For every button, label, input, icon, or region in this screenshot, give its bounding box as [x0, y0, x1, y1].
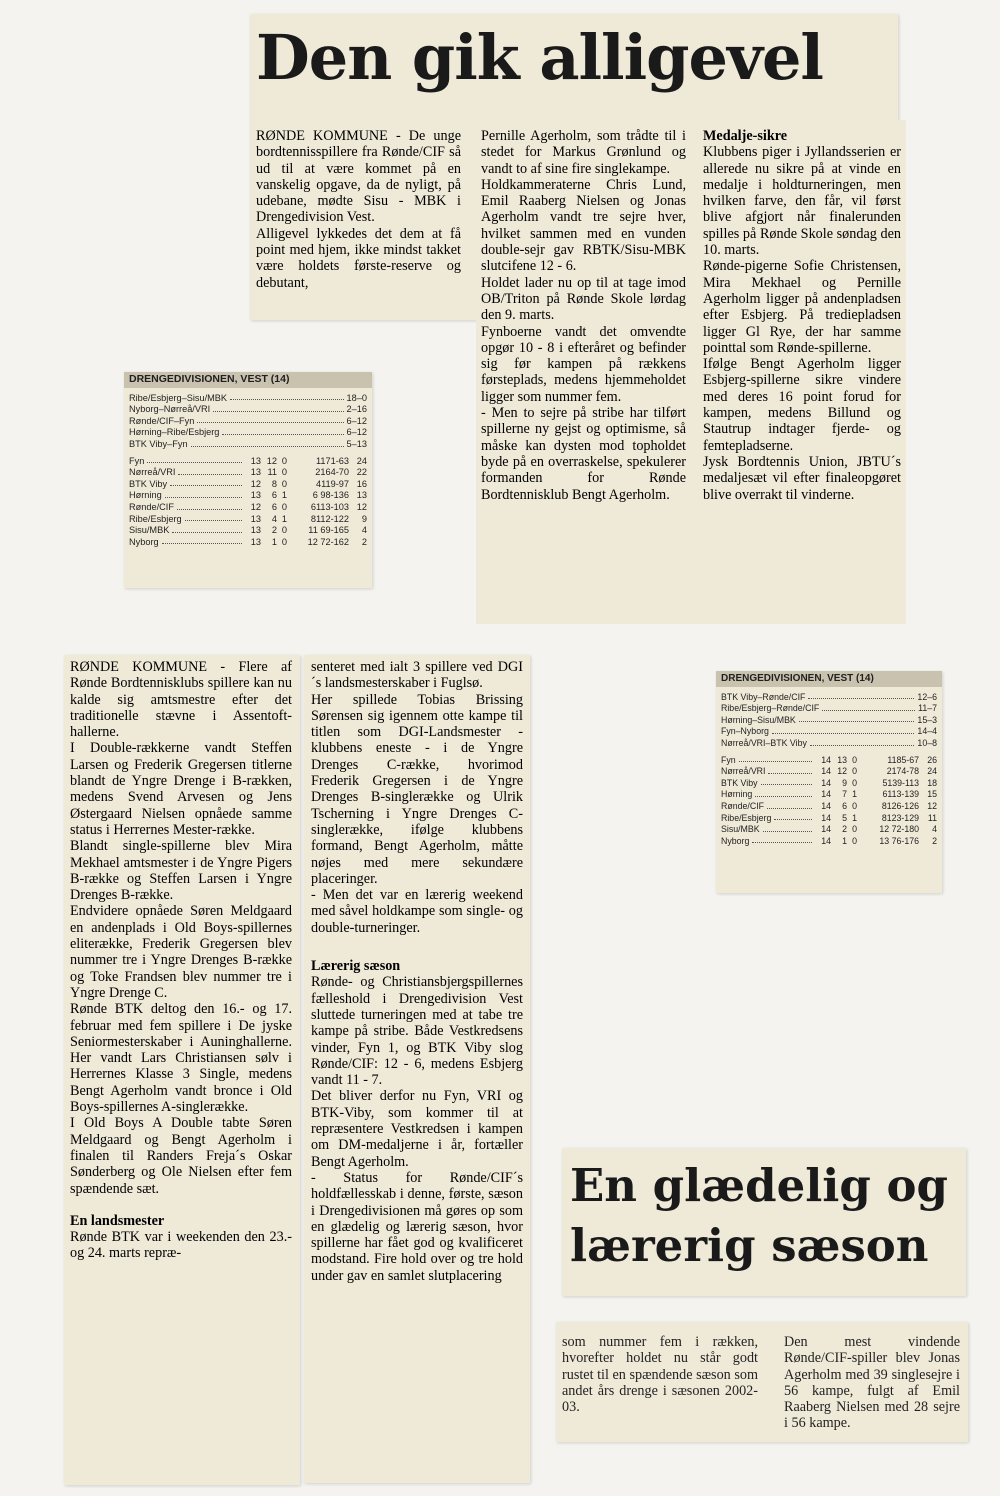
team-name: Hørning — [721, 789, 753, 800]
drawn: 0 — [281, 455, 287, 466]
leader-dots — [763, 824, 812, 832]
match-label: Ribe/Esbjerg–Sisu/MBK — [129, 392, 228, 403]
won: 6 — [271, 490, 277, 501]
subheading: Medalje-sikre — [703, 128, 788, 144]
match-score: 10–8 — [917, 737, 937, 748]
points: 13 — [356, 490, 367, 501]
standing-row — [716, 813, 942, 825]
drawn: 1 — [852, 789, 857, 800]
points: 2 — [361, 536, 367, 547]
played: 13 — [250, 513, 261, 524]
won: 13 — [837, 754, 847, 765]
drawn: 0 — [281, 536, 287, 547]
drawn: 0 — [281, 467, 287, 478]
paragraph: - Status for Rønde/CIF´s holdfællesskab i denne, første, sæson i Drengedivisionen må gøres op som en glædelig og lærerig sæson, hvor spillerne har fået god og kvalificeret modstand. Fire hold over og tre hold under gav en samlet slutplacering — [311, 1169, 523, 1284]
paragraph: Alligevel lykkedes det dem at få point med hjem, ikke mindst takket være holdets første-reserve og debutant, — [256, 225, 461, 291]
article-1-col3 — [703, 128, 901, 503]
points: 2 — [932, 835, 937, 846]
article-2-headline-clipping — [562, 1148, 966, 1296]
table-title: DRENGEDIVISIONEN, VEST (14) — [124, 372, 372, 388]
team-name: Ribe/Esbjerg — [721, 812, 772, 823]
match-label: Rønde/CIF–Fyn — [129, 415, 195, 426]
paragraph: Rønde- og Christiansbjergspillernes fælleshold i Drengedivision Vest sluttede turneringen med at tabe tre kampe på stribe. Både Vestkredsens vinder, Fyn 1, og BTK Viby slog Rønde/CIF: 12 - 6, medens Esbjerg vandt 11 - 7. — [311, 974, 523, 1089]
leader-dots — [768, 766, 812, 774]
leader-dots — [230, 393, 344, 401]
standings-table-2 — [716, 671, 942, 893]
played: 14 — [821, 754, 831, 765]
standing-row — [124, 525, 372, 537]
points: 22 — [356, 467, 367, 478]
match-score: 5–13 — [346, 438, 367, 449]
article-1-headline: Den gik alligevel — [256, 21, 823, 94]
played: 14 — [821, 789, 831, 800]
match-label: BTK Viby–Fyn — [129, 438, 188, 449]
article-1-col1 — [256, 128, 461, 291]
paragraph: Blandt single-spillerne blev Mira Mekhael amtsmester i de Yngre Pigers B-række og Steffen Larsen i Yngre Drenges B-række. — [70, 838, 292, 904]
article-2-col3 — [562, 1334, 758, 1415]
standing-row — [716, 766, 942, 778]
result-row — [124, 404, 372, 416]
won: 12 — [266, 455, 277, 466]
played: 12 — [250, 501, 261, 512]
team-name: Sisu/MBK — [721, 824, 760, 835]
paragraph: Rønde BTK var i weekenden den 23.- og 24. marts repræ- — [70, 1229, 292, 1262]
sets: 2174-78 — [886, 766, 919, 777]
sets: 11 69-165 — [308, 525, 349, 536]
match-label: Hørning–Sisu/MBK — [721, 714, 796, 725]
leader-dots — [213, 404, 343, 412]
leader-dots — [162, 537, 242, 545]
leader-dots — [774, 813, 812, 821]
played: 14 — [821, 812, 831, 823]
standing-row — [716, 778, 942, 790]
standing-row — [716, 789, 942, 801]
drawn: 0 — [852, 766, 857, 777]
result-row — [716, 726, 942, 738]
leader-dots — [222, 427, 343, 435]
won: 5 — [842, 812, 847, 823]
leader-dots — [808, 692, 914, 700]
standing-row — [124, 479, 372, 491]
match-score: 11–7 — [918, 703, 937, 714]
standing-row — [716, 801, 942, 813]
played: 13 — [250, 467, 261, 478]
standings-list — [716, 755, 942, 848]
sets: 2164-70 — [315, 467, 349, 478]
match-score: 18–0 — [346, 392, 367, 403]
results-list — [124, 393, 372, 451]
article-2-col1 — [70, 659, 292, 1262]
points: 26 — [927, 754, 937, 765]
played: 12 — [250, 478, 261, 489]
article-1-col2 — [481, 128, 686, 503]
match-label: Fyn–Nyborg — [721, 726, 769, 737]
drawn: 0 — [852, 800, 857, 811]
team-name: BTK Viby — [129, 478, 168, 489]
drawn: 0 — [281, 525, 287, 536]
drawn: 1 — [852, 812, 857, 823]
drawn: 0 — [852, 777, 857, 788]
won: 1 — [842, 835, 847, 846]
leader-dots — [767, 801, 812, 809]
points: 9 — [361, 513, 367, 524]
paragraph: RØNDE KOMMUNE - De unge bordtennisspillere fra Rønde/CIF så ud til at være kommet på en vanskelig opgave, da de nyligt, på udebane, mødte Sisu - MBK i Drengedivision Vest. — [256, 128, 461, 226]
paragraph: RØNDE KOMMUNE - Flere af Rønde Bordtennisklubs spillere kan nu kalde sig amtsmestre efter det traditionelle stævne i Assentoft-hallerne. — [70, 659, 292, 741]
match-score: 12–6 — [917, 691, 937, 702]
paragraph: Klubbens piger i Jyllandsserien er allerede nu sikre på at vinde en medalje i holdturneringen, men hvilken farve, den får, vil først blive afgjort når finalerunden spilles på Rønde Skole søndag den 10. marts. — [703, 144, 901, 259]
sets: 13 76-176 — [879, 835, 919, 846]
points: 24 — [927, 766, 937, 777]
result-row — [716, 692, 942, 704]
drawn: 0 — [281, 478, 287, 489]
played: 13 — [250, 525, 261, 536]
paragraph: Ifølge Bengt Agerholm ligger Esbjerg-spillerne sikre vindere med deres 16 point forud for kampen, medens Billund og Stautrup indtager fjerde- og femtepladserne. — [703, 356, 901, 454]
won: 6 — [842, 800, 847, 811]
played: 13 — [250, 455, 261, 466]
played: 13 — [250, 536, 261, 547]
sets: 6113-139 — [882, 789, 919, 800]
points: 4 — [361, 525, 367, 536]
won: 4 — [271, 513, 277, 524]
team-name: Rønde/CIF — [129, 501, 174, 512]
sets: 1185-67 — [887, 754, 919, 765]
leader-dots — [799, 715, 915, 723]
drawn: 1 — [281, 513, 287, 524]
played: 14 — [821, 835, 831, 846]
article-2-col2 — [311, 659, 523, 1284]
leader-dots — [810, 738, 915, 746]
points: 12 — [927, 800, 937, 811]
team-name: Sisu/MBK — [129, 525, 170, 536]
paragraph: Rønde-pigerne Sofie Christensen, Mira Mekhael og Pernille Agerholm ligger på andenpladsen efter Esbjerg. På trediepladsen ligger Gl Rye, der har samme pointtal som Rønde-spillerne. — [703, 258, 901, 356]
points: 4 — [932, 824, 937, 835]
leader-dots — [147, 456, 242, 464]
points: 11 — [927, 812, 937, 823]
sets: 6113-103 — [310, 501, 349, 512]
sets: 1171-63 — [315, 455, 349, 466]
leader-dots — [165, 490, 242, 498]
team-name: Hørning — [129, 490, 162, 501]
played: 14 — [821, 800, 831, 811]
subheading: En landsmester — [70, 1212, 165, 1229]
leader-dots — [197, 416, 343, 424]
match-label: Nyborg–Nørreå/VRI — [129, 404, 211, 415]
won: 7 — [842, 789, 847, 800]
sets: 8112-122 — [310, 513, 349, 524]
team-name: Fyn — [129, 455, 145, 466]
leader-dots — [822, 703, 915, 711]
standing-row — [124, 490, 372, 502]
played: 14 — [821, 766, 831, 777]
standing-row — [124, 514, 372, 526]
match-score: 6–12 — [346, 415, 367, 426]
result-row — [124, 416, 372, 428]
standing-row — [124, 456, 372, 468]
leader-dots — [772, 726, 915, 734]
paragraph: Rønde BTK deltog den 16.- og 17. februar med fem spillere i De jyske Seniormesterskaber i Auninghallerne. Her vandt Lars Christiansen sølv i Herrernes Klasse 3 Single, medens Bengt Agerholm vandt bronce i Old Boys-spillernes A-singlerække. — [70, 1001, 292, 1116]
leader-dots — [739, 755, 812, 763]
played: 14 — [821, 777, 831, 788]
result-row — [124, 439, 372, 451]
sets: 4119-97 — [315, 478, 349, 489]
won: 1 — [271, 536, 277, 547]
match-score: 6–12 — [346, 427, 367, 438]
paragraph: - Men to sejre på stribe har tilført spillerne ny gejst og optimisme, så måske kan dysten mod topholdet byde på en overraskelse, spekulerer formanden for Rønde Bordtennisklub Bengt Agerholm. — [481, 405, 686, 503]
leader-dots — [170, 479, 242, 487]
result-row — [124, 393, 372, 405]
team-name: Ribe/Esbjerg — [129, 513, 182, 524]
article-2-col4 — [784, 1334, 960, 1432]
leader-dots — [172, 525, 242, 533]
points: 18 — [927, 777, 937, 788]
team-name: Nyborg — [129, 536, 159, 547]
result-row — [716, 703, 942, 715]
leader-dots — [755, 789, 812, 797]
sets: 12 72-180 — [879, 824, 919, 835]
paragraph: I Old Boys A Double tabte Søren Meldgaard og Bengt Agerholm i finalen til Randers Freja´s Oskar Sønderberg og Ole Nielsen efter fem spændende sæt. — [70, 1115, 292, 1197]
leader-dots — [761, 778, 812, 786]
paragraph: I Double-rækkerne vandt Steffen Larsen og Frederik Gregersen titlerne blandt de Yngre Drenge i B-rækken, medens Svend Arvesen og Jens Østergaard Nielsen opnåede samme status i Herrernes Mester-række. — [70, 740, 292, 838]
won: 6 — [271, 501, 277, 512]
match-label: Hørning–Ribe/Esbjerg — [129, 427, 220, 438]
paragraph: Endvidere opnåede Søren Meldgaard en andenplads i Old Boys-spillernes eliterække, Frederik Gregersen blev nummer tre i Yngre Drenges B-række og Toke Frandsen blev nummer tre i Yngre Drenge C. — [70, 903, 292, 1001]
drawn: 0 — [852, 824, 857, 835]
standing-row — [124, 502, 372, 514]
result-row — [124, 427, 372, 439]
match-score: 15–3 — [917, 714, 937, 725]
paragraph: Den mest vindende Rønde/CIF-spiller blev Jonas Agerholm med 39 singlesejre i 56 kampe, fulgt af Emil Raaberg Nielsen med 28 sejre i 56 kampe. — [784, 1334, 960, 1432]
won: 12 — [837, 766, 847, 777]
standing-row — [716, 755, 942, 767]
article-2-tail-clipping — [556, 1322, 968, 1442]
team-name: Rønde/CIF — [721, 800, 765, 811]
sets: 12 72-162 — [307, 536, 349, 547]
drawn: 0 — [852, 754, 857, 765]
paragraph: Pernille Agerholm, som trådte til i stedet for Markus Grønlund og vandt to af sine fire singlekampe. — [481, 128, 686, 177]
article-2-headline: En glædelig og lærerig sæson — [570, 1159, 949, 1272]
paragraph: Holdet lader nu op til at tage imod OB/Triton på Rønde Skole lørdag den 9. marts. — [481, 274, 686, 324]
match-label: Nørreå/VRI–BTK Viby — [721, 737, 807, 748]
won: 8 — [271, 478, 277, 489]
result-row — [716, 715, 942, 727]
paragraph: - Men det var en lærerig weekend med såvel holdkampe som single- og double-turneringer. — [311, 887, 523, 936]
team-name: Nørreå/VRI — [721, 766, 766, 777]
table-title: DRENGEDIVISIONEN, VEST (14) — [716, 671, 942, 687]
drawn: 1 — [281, 490, 287, 501]
paragraph: senteret med ialt 3 spillere ved DGI´s landsmesterskaber i Fuglsø. — [311, 659, 523, 692]
played: 14 — [821, 824, 831, 835]
leader-dots — [191, 439, 344, 447]
won: 2 — [842, 824, 847, 835]
won: 11 — [267, 467, 277, 478]
won: 2 — [271, 525, 277, 536]
sets: 6 98-136 — [312, 490, 349, 501]
match-label: BTK Viby–Rønde/CIF — [721, 691, 806, 702]
team-name: BTK Viby — [721, 777, 758, 788]
leader-dots — [177, 502, 242, 510]
paragraph: Holdkammeraterne Chris Lund, Emil Raaberg Nielsen og Jonas Agerholm vandt tre sejre hver, hvilket sammen med en vunden double-sejr gav RBTK/Sisu-MBK slutcifene 12 - 6. — [481, 176, 686, 275]
subheading: Lærerig sæson — [311, 958, 401, 975]
sets: 8126-126 — [881, 800, 919, 811]
leader-dots — [185, 514, 242, 522]
match-label: Ribe/Esbjerg–Rønde/CIF — [721, 703, 820, 714]
match-score: 14–4 — [917, 726, 937, 737]
standing-row — [716, 836, 942, 848]
team-name: Nørreå/VRI — [129, 467, 176, 478]
won: 9 — [842, 777, 847, 788]
paragraph: Jysk Bordtennis Union, JBTU´s medaljesæt vil efter finaleopgøret blive overrakt til vinderne. — [703, 453, 901, 503]
points: 16 — [356, 478, 367, 489]
standing-row — [124, 467, 372, 479]
points: 15 — [927, 789, 937, 800]
standings-list — [124, 456, 372, 549]
points: 12 — [356, 501, 367, 512]
results-list — [716, 692, 942, 750]
sets: 8123-129 — [881, 812, 919, 823]
paragraph: som nummer fem i rækken, hvorefter holdet nu står godt rustet til en spændende sæson som andet års drenge i sæsonen 2002-03. — [562, 1334, 758, 1416]
sets: 5139-113 — [882, 777, 919, 788]
match-score: 2–16 — [346, 404, 367, 415]
leader-dots — [752, 836, 812, 844]
leader-dots — [178, 467, 242, 475]
team-name: Fyn — [721, 754, 736, 765]
paragraph: Det bliver derfor nu Fyn, VRI og BTK-Viby, som kommer til at repræsentere Vestkredsen i kampen om DM-medaljerne i år, fortæller Bengt Agerholm. — [311, 1088, 523, 1170]
paragraph: Fynboerne vandt det omvendte opgør 10 - 8 i efteråret og befinder sig før kampen på rækkens førsteplads, medens hjemmeholdet ligger som nummer fem. — [481, 323, 686, 405]
team-name: Nyborg — [721, 835, 750, 846]
standing-row — [716, 824, 942, 836]
played: 13 — [250, 490, 261, 501]
paragraph: Her spillede Tobias Brissing Sørensen sig igennem otte kampe til titlen som DGI-Landsmester - klubbens eneste - i de Yngre Drenges C-række, hvorimod Frederik Gregersen i de Yngre Drenges B-singlerække og Ulrik Tscherning i Yngre Drenges C-singlerække, ifølge klubbens formand, Bengt Agerholm, måtte nøjes med mere sekundære placeringer. — [311, 691, 523, 887]
drawn: 0 — [281, 501, 287, 512]
result-row — [716, 738, 942, 750]
standing-row — [124, 537, 372, 549]
drawn: 0 — [852, 835, 857, 846]
points: 24 — [356, 455, 367, 466]
standings-table-1 — [124, 372, 372, 588]
